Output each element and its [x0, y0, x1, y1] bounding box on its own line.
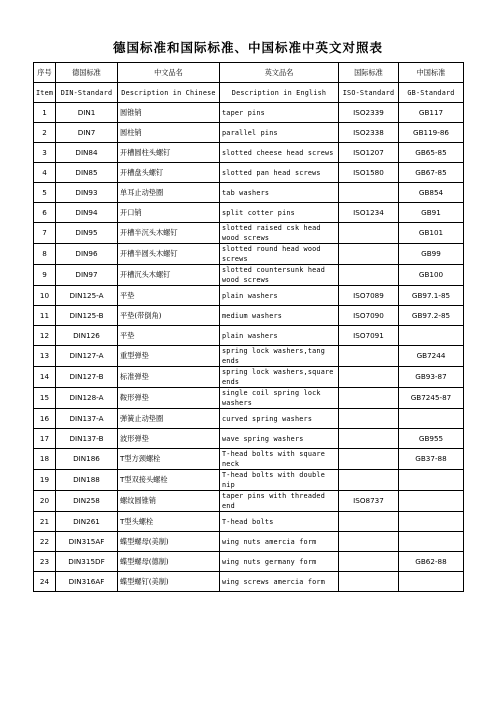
cell-din-standard: DIN128-A — [56, 388, 118, 409]
cell-description-chinese: 标准弹垫 — [118, 367, 220, 388]
cell-iso-standard — [339, 512, 399, 532]
table-row — [34, 183, 464, 203]
table-row — [34, 367, 464, 388]
cell-description-english: spring lock washers,tang ends — [220, 346, 339, 367]
cell-item: 15 — [34, 388, 56, 409]
cell-description-english: medium washers — [220, 306, 339, 326]
cell-description-english: slotted round head wood screws — [220, 244, 339, 265]
table-row — [34, 532, 464, 552]
cell-description-english: wing screws amercia form — [220, 572, 339, 592]
cell-gb-standard — [399, 572, 464, 592]
table-row — [34, 306, 464, 326]
column-header: 中国标准 — [399, 63, 464, 83]
cell-iso-standard: ISO7090 — [339, 306, 399, 326]
cell-item: 21 — [34, 512, 56, 532]
cell-din-standard: DIN316AF — [56, 572, 118, 592]
column-header: Description in Chinese — [118, 83, 220, 103]
cell-iso-standard — [339, 449, 399, 470]
cell-item: 4 — [34, 163, 56, 183]
cell-item: 8 — [34, 244, 56, 265]
cell-description-english: wave spring washers — [220, 429, 339, 449]
cell-iso-standard: ISO2339 — [339, 103, 399, 123]
cell-din-standard: DIN126 — [56, 326, 118, 346]
cell-item: 10 — [34, 286, 56, 306]
cell-description-english: single coil spring lock washers — [220, 388, 339, 409]
cell-item: 11 — [34, 306, 56, 326]
cell-iso-standard — [339, 572, 399, 592]
table-row — [34, 163, 464, 183]
column-header: ISO-Standard — [339, 83, 399, 103]
cell-description-chinese: 开槽半圆头木螺钉 — [118, 244, 220, 265]
cell-din-standard: DIN93 — [56, 183, 118, 203]
table-row — [34, 244, 464, 265]
cell-din-standard: DIN85 — [56, 163, 118, 183]
column-header: 国际标准 — [339, 63, 399, 83]
table-body — [34, 63, 464, 592]
cell-description-english: plain washers — [220, 326, 339, 346]
cell-din-standard: DIN137-B — [56, 429, 118, 449]
cell-iso-standard: ISO1580 — [339, 163, 399, 183]
page-title: 德国标准和国际标准、中国标准中英文对照表 — [112, 40, 383, 55]
cell-description-chinese: 重型弹垫 — [118, 346, 220, 367]
cell-description-english: T-head bolts — [220, 512, 339, 532]
cell-item: 17 — [34, 429, 56, 449]
table-row — [34, 470, 464, 491]
cell-description-chinese: 平垫(带倒角) — [118, 306, 220, 326]
table-row — [34, 512, 464, 532]
cell-din-standard: DIN127-B — [56, 367, 118, 388]
cell-description-english: split cotter pins — [220, 203, 339, 223]
cell-description-chinese: 开槽半沉头木螺钉 — [118, 223, 220, 244]
cell-description-english: curved spring washers — [220, 409, 339, 429]
cell-description-chinese: 蝶型螺母(美制) — [118, 532, 220, 552]
cell-iso-standard — [339, 552, 399, 572]
cell-gb-standard — [399, 532, 464, 552]
cell-din-standard: DIN125-B — [56, 306, 118, 326]
table-row — [34, 429, 464, 449]
column-header: Description in English — [220, 83, 339, 103]
cell-iso-standard — [339, 244, 399, 265]
cell-gb-standard: GB37-88 — [399, 449, 464, 470]
cell-description-chinese: 单耳止动垫圈 — [118, 183, 220, 203]
cell-item: 20 — [34, 491, 56, 512]
cell-gb-standard: GB97.1-85 — [399, 286, 464, 306]
column-header: 德国标准 — [56, 63, 118, 83]
cell-item: 16 — [34, 409, 56, 429]
cell-iso-standard — [339, 388, 399, 409]
column-header: 序号 — [34, 63, 56, 83]
cell-description-english: slotted pan head screws — [220, 163, 339, 183]
cell-description-chinese: 圆柱销 — [118, 123, 220, 143]
cell-iso-standard: ISO1207 — [339, 143, 399, 163]
cell-iso-standard: ISO7089 — [339, 286, 399, 306]
cell-din-standard: DIN261 — [56, 512, 118, 532]
header-row-english — [34, 83, 464, 103]
cell-item: 19 — [34, 470, 56, 491]
cell-item: 22 — [34, 532, 56, 552]
column-header: Item — [34, 83, 56, 103]
cell-item: 24 — [34, 572, 56, 592]
cell-gb-standard — [399, 491, 464, 512]
cell-iso-standard — [339, 183, 399, 203]
cell-description-chinese: 波形弹垫 — [118, 429, 220, 449]
cell-description-chinese: 鞍形弹垫 — [118, 388, 220, 409]
cell-description-english: wing nuts amercia form — [220, 532, 339, 552]
column-header: DIN-Standard — [56, 83, 118, 103]
cell-din-standard: DIN137-A — [56, 409, 118, 429]
table-row — [34, 143, 464, 163]
cell-item: 13 — [34, 346, 56, 367]
column-header: 英文品名 — [220, 63, 339, 83]
cell-description-english: plain washers — [220, 286, 339, 306]
cell-description-chinese: 平垫 — [118, 286, 220, 306]
cell-description-english: T-head bolts with double nip — [220, 470, 339, 491]
cell-description-chinese: 开槽盘头螺钉 — [118, 163, 220, 183]
cell-description-chinese: T型方颈螺栓 — [118, 449, 220, 470]
cell-description-chinese: 开口销 — [118, 203, 220, 223]
cell-iso-standard — [339, 265, 399, 286]
cell-gb-standard — [399, 512, 464, 532]
table-row — [34, 223, 464, 244]
table-row — [34, 346, 464, 367]
column-header: GB-Standard — [399, 83, 464, 103]
cell-description-chinese: 圆锥销 — [118, 103, 220, 123]
standards-table — [33, 62, 464, 592]
cell-din-standard: DIN188 — [56, 470, 118, 491]
cell-item: 2 — [34, 123, 56, 143]
table-row — [34, 103, 464, 123]
cell-iso-standard — [339, 429, 399, 449]
table-row — [34, 286, 464, 306]
cell-din-standard: DIN186 — [56, 449, 118, 470]
cell-din-standard: DIN258 — [56, 491, 118, 512]
cell-iso-standard: ISO1234 — [339, 203, 399, 223]
cell-gb-standard — [399, 326, 464, 346]
cell-gb-standard: GB955 — [399, 429, 464, 449]
table-row — [34, 449, 464, 470]
table-row — [34, 123, 464, 143]
table-row — [34, 388, 464, 409]
cell-description-chinese: 蝶型螺钉(美制) — [118, 572, 220, 592]
cell-gb-standard: GB97.2-85 — [399, 306, 464, 326]
cell-iso-standard — [339, 346, 399, 367]
cell-description-english: slotted countersunk head wood screws — [220, 265, 339, 286]
cell-din-standard: DIN94 — [56, 203, 118, 223]
cell-gb-standard: GB93-87 — [399, 367, 464, 388]
cell-description-chinese: T型头螺栓 — [118, 512, 220, 532]
cell-din-standard: DIN315AF — [56, 532, 118, 552]
cell-description-english: slotted cheese head screws — [220, 143, 339, 163]
table-row — [34, 409, 464, 429]
cell-description-english: T-head bolts with square neck — [220, 449, 339, 470]
cell-gb-standard — [399, 409, 464, 429]
cell-item: 12 — [34, 326, 56, 346]
cell-description-chinese: 弹簧止动垫圈 — [118, 409, 220, 429]
cell-item: 14 — [34, 367, 56, 388]
cell-iso-standard — [339, 532, 399, 552]
cell-din-standard: DIN125-A — [56, 286, 118, 306]
cell-iso-standard — [339, 367, 399, 388]
cell-iso-standard — [339, 223, 399, 244]
cell-gb-standard: GB119-86 — [399, 123, 464, 143]
cell-gb-standard: GB101 — [399, 223, 464, 244]
cell-gb-standard: GB117 — [399, 103, 464, 123]
cell-item: 6 — [34, 203, 56, 223]
cell-item: 1 — [34, 103, 56, 123]
cell-item: 7 — [34, 223, 56, 244]
table-row — [34, 326, 464, 346]
cell-din-standard: DIN7 — [56, 123, 118, 143]
cell-description-english: taper pins — [220, 103, 339, 123]
cell-din-standard: DIN97 — [56, 265, 118, 286]
cell-gb-standard: GB100 — [399, 265, 464, 286]
cell-description-english: spring lock washers,square ends — [220, 367, 339, 388]
cell-item: 3 — [34, 143, 56, 163]
cell-gb-standard: GB854 — [399, 183, 464, 203]
cell-din-standard: DIN84 — [56, 143, 118, 163]
cell-description-english: parallel pins — [220, 123, 339, 143]
cell-gb-standard: GB7245-87 — [399, 388, 464, 409]
table-row — [34, 552, 464, 572]
cell-gb-standard: GB7244 — [399, 346, 464, 367]
cell-iso-standard: ISO8737 — [339, 491, 399, 512]
cell-din-standard: DIN127-A — [56, 346, 118, 367]
cell-description-chinese: 开槽沉头木螺钉 — [118, 265, 220, 286]
table-row — [34, 265, 464, 286]
cell-din-standard: DIN1 — [56, 103, 118, 123]
cell-description-chinese: 螺纹圆锥销 — [118, 491, 220, 512]
cell-item: 18 — [34, 449, 56, 470]
cell-gb-standard: GB62-88 — [399, 552, 464, 572]
cell-item: 9 — [34, 265, 56, 286]
column-header: 中文品名 — [118, 63, 220, 83]
cell-gb-standard: GB65-85 — [399, 143, 464, 163]
cell-description-chinese: 开槽圆柱头螺钉 — [118, 143, 220, 163]
cell-description-chinese: T型双接头螺栓 — [118, 470, 220, 491]
cell-iso-standard: ISO7091 — [339, 326, 399, 346]
cell-iso-standard: ISO2338 — [339, 123, 399, 143]
cell-din-standard: DIN315DF — [56, 552, 118, 572]
cell-description-english: slotted raised csk head wood screws — [220, 223, 339, 244]
table-row — [34, 203, 464, 223]
cell-gb-standard: GB91 — [399, 203, 464, 223]
header-row-chinese — [34, 63, 464, 83]
cell-description-english: wing nuts germany form — [220, 552, 339, 572]
cell-gb-standard: GB99 — [399, 244, 464, 265]
cell-din-standard: DIN96 — [56, 244, 118, 265]
cell-description-english: taper pins with threaded end — [220, 491, 339, 512]
cell-item: 23 — [34, 552, 56, 572]
cell-description-chinese: 蝶型螺母(德制) — [118, 552, 220, 572]
cell-item: 5 — [34, 183, 56, 203]
cell-iso-standard — [339, 409, 399, 429]
cell-iso-standard — [339, 470, 399, 491]
table-row — [34, 572, 464, 592]
cell-description-english: tab washers — [220, 183, 339, 203]
table-row — [34, 491, 464, 512]
cell-din-standard: DIN95 — [56, 223, 118, 244]
cell-gb-standard — [399, 470, 464, 491]
cell-description-chinese: 平垫 — [118, 326, 220, 346]
cell-gb-standard: GB67-85 — [399, 163, 464, 183]
